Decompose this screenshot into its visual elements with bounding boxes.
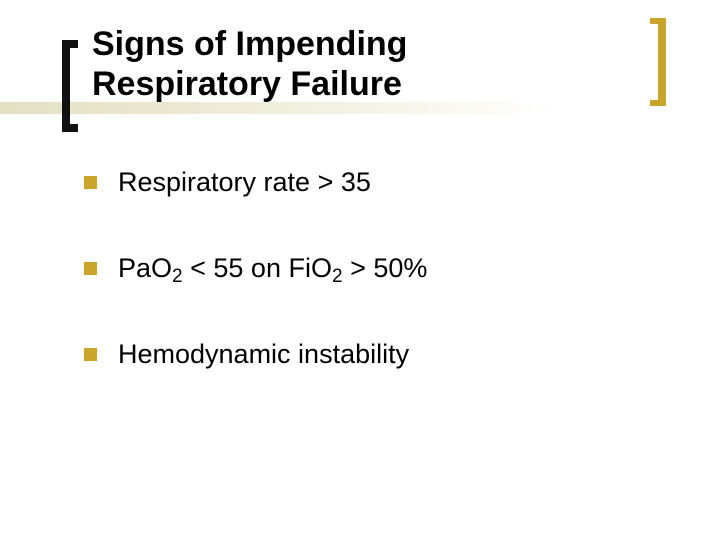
square-bullet-icon [84, 348, 97, 361]
text-fragment: O [310, 252, 332, 283]
square-bullet-icon [84, 262, 97, 275]
text-fragment: < 55 on Fi [182, 252, 311, 283]
bullet-item-hemodynamic [84, 332, 684, 376]
bullet-list [84, 160, 684, 418]
text-fragment: O [151, 252, 173, 283]
subscript: 2 [331, 265, 343, 287]
left-bracket-decoration [62, 40, 78, 132]
bullet-text: Respiratory rate > 35 [118, 166, 371, 197]
text-fragment: > 50% [342, 252, 428, 283]
text-fragment: Pa [118, 252, 152, 283]
bullet-text: Hemodynamic instability [118, 338, 410, 369]
bullet-text [118, 252, 428, 287]
slide-title [92, 24, 632, 104]
subscript: 2 [172, 265, 183, 287]
bullet-item-pao2-fio2 [84, 246, 684, 290]
title-line-1: Signs of Impending [92, 25, 408, 63]
bullet-item-respiratory-rate [84, 160, 684, 204]
square-bullet-icon [84, 176, 97, 189]
title-line-2: Respiratory Failure [92, 65, 402, 103]
right-bracket-decoration [650, 18, 666, 106]
